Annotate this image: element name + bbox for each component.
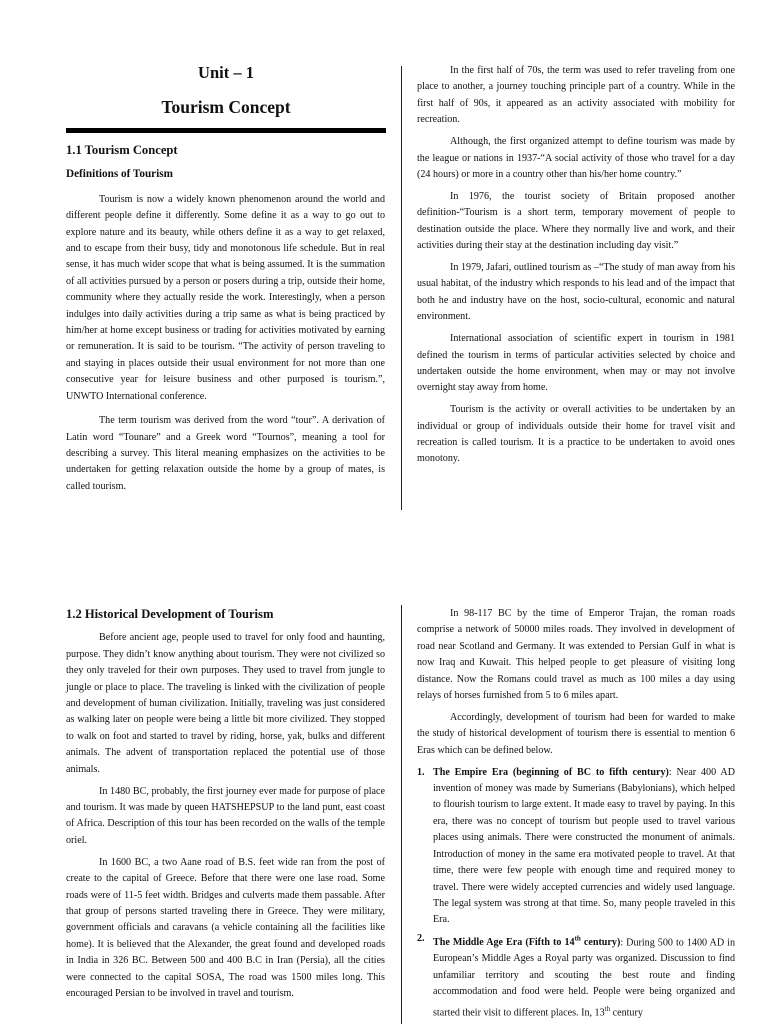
list-number: 1. [417, 766, 425, 778]
title-rule [66, 128, 386, 133]
paragraph: In 1976, the tourist society of Britain proposed another definition-“Tourism is a short term, temporary movement of people to destination outside the place. Where they normally live and work, and their activities during their stay at the destination including day visit.” [417, 190, 735, 252]
list-item [417, 765, 735, 929]
era-title [433, 934, 621, 949]
era-title: The Empire Era (beginning of BC to fifth century) [433, 766, 669, 778]
paragraph: Accordingly, development of tourism had been for warded to make the study of historical development of tourism there is essential to mention 6 Eras which can be defined below. [417, 711, 735, 756]
paragraph: Although, the first organized attempt to define tourism was made by the league or nations in 1937-“A social activity of those who travel for a day (24 hours) or more in a country other than his/her home country.” [417, 136, 735, 180]
era-title-part: century) [580, 937, 621, 949]
section-heading: 1.2 Historical Development of Tourism [66, 607, 274, 621]
paragraph: International association of scientific expert in tourism in 1981 defined the tourism in terms of particular activities selected by choice and undertaken outside the home environment, when may or may not involve overnight stay away from home. [417, 333, 735, 394]
subsection-heading: Definitions of Tourism [66, 168, 173, 181]
paragraph: In 98-117 BC by the time of Emperor Trajan, the roman roads comprise a network of 50000 miles roads. They involved in development of road near Scotland and Germany. It was extended to Persian Gulf in what is now Iraq and Kuwait. This helped people to get pleasure of visiting long distance. Now the Romans could travel as much as 100 miles a day using relays of horses furnished from 5 to 6 miles apart. [417, 608, 735, 702]
list-item [417, 931, 735, 1022]
era-text: : During 500 to 1400 AD in European’s Middle Ages a Royal party was organized. Discussion to find unfamiliar territory and scouting the best route and finding accommodation and food were held. People were being organized and started their visit to different places. In, 13 [433, 937, 735, 1019]
historical-continued [417, 606, 735, 1023]
list-number: 2. [417, 932, 425, 944]
section-heading: 1.1 Tourism Concept [66, 143, 178, 157]
paragraph: In 1480 BC, probably, the first journey ever made for purpose of place and tourism. It was made by queen HATSHEPSUP to the land punt, east coast of Africa. Description of this tour has been recorded on the walls of the temple oriel. [66, 785, 385, 846]
unit-heading: Unit – 1 [198, 63, 254, 82]
era-title-part: The Middle Age Era (Fifth to 14 [433, 937, 575, 949]
paragraph: Tourism is the activity or overall activities to be undertaken by an individual or group of individuals outside their home for travel visit and recreation is called tourism. It is a practice to be undertaken to avoid ones monotony. [417, 404, 735, 465]
paragraph: Before ancient age, people used to travel for only food and haunting, purpose. They didn’t know anything about tourism. They were not civilized so they only traveled for their own purposes. They used to travel from jungle to jungle or place to place. The traveling is linked with the civilization of people and development of human civilization. Initially, traveling was just considered as walking later on people were being a little bit more civilized. They stopped to walk on foot and started to travel by riding, horse, yak, bulks and different animals. The advent of transportation replaced the potential use of those animals. [66, 632, 385, 775]
era-text: : Near 400 AD invention of money was made by Sumerians (Babylonians), which helped to flourish tourism to large extent. It made easy to travel by paying. In this era, there was no concept of tourism but people used to travel various places using animals. There were constructed the monument of animals. Introduction of money in the same era motivated people to travel. At that time, there were few people with enough time and required money to travel. There were widely accepted currencies and widely used language. The legal system was strong at that time. So, many people traveled in this Era. [433, 766, 735, 926]
paragraph: In 1979, Jafari, outlined tourism as –“The study of man away from his usual habitat, of the industry which responds to his lead and of the impact that both he and industry have on the host, socio-cultural, economic and natural environment. [417, 261, 735, 323]
eras-list [417, 765, 735, 1022]
paragraph: The term tourism was derived from the word “tour”. A derivation of Latin word “Tounare” and a Greek word “Tournos”, meaning a tool for describing a survey. This literal meaning emphasizes on the activities to be undertaken for getting relaxation outside the home by a group of mates, is called tourism. [66, 415, 385, 492]
column-divider-top [401, 66, 402, 510]
section-tourism-concept [66, 142, 385, 501]
paragraph: Tourism is now a widely known phenomenon around the world and different people define it differently. Some define it as a way to go out to explore nature and its beauty, while others define it as a way to get relaxed, and to escape from their busy, tidy and monotonous life schedule. But in real sense, it has much wider scope that what is being assumed. It is the summation of all activities pursued by a person or posers during a trip, outside their home, community where they actually reside the work. Interestingly, when a person indulges into daily activities during a trip same as what is being practiced by him/her at home except business or trading for activities motivated by earning or remuneration. It is said to be tourism. “The activity of person traveling to and staying in places outside their usual environment for not more than one consecutive year for leisure business and other purposed is tourism.”, UNWTO International conference. [66, 193, 385, 402]
chapter-title: Tourism Concept [161, 97, 291, 117]
era-text: century [610, 1007, 643, 1019]
section-historical-development [66, 606, 385, 1008]
superscript: th [604, 1004, 611, 1013]
paragraph: In 1600 BC, a two Aane road of B.S. feet wide ran from the post of create to the capital of Greece. Before that there were one lase road. Some roads were of 11-5 feet width. Bridges and culverts made them passable. After that group of persons started traveling there in Greece. They were military, government officials and caravans (a vehicle containing all the facilities like home). It is believed that the Alexander, the great found and developed roads in India in 326 BC. Between 500 and 400 B.C in Iran (Persia), all the cities were connected to the capital SOSA, The road was 1500 miles long. This encouraged Persian to be involved in travel and tourism. [66, 856, 385, 999]
column-divider-bottom [401, 605, 402, 1024]
paragraph: In the first half of 70s, the term was used to refer traveling from one place to another, a journey touching principle part of a country. While in the first half of 90s, it appeared as an activity associated with mobility for recreation. [417, 65, 735, 126]
definitions-continued [417, 63, 735, 473]
superscript: th [574, 934, 581, 943]
